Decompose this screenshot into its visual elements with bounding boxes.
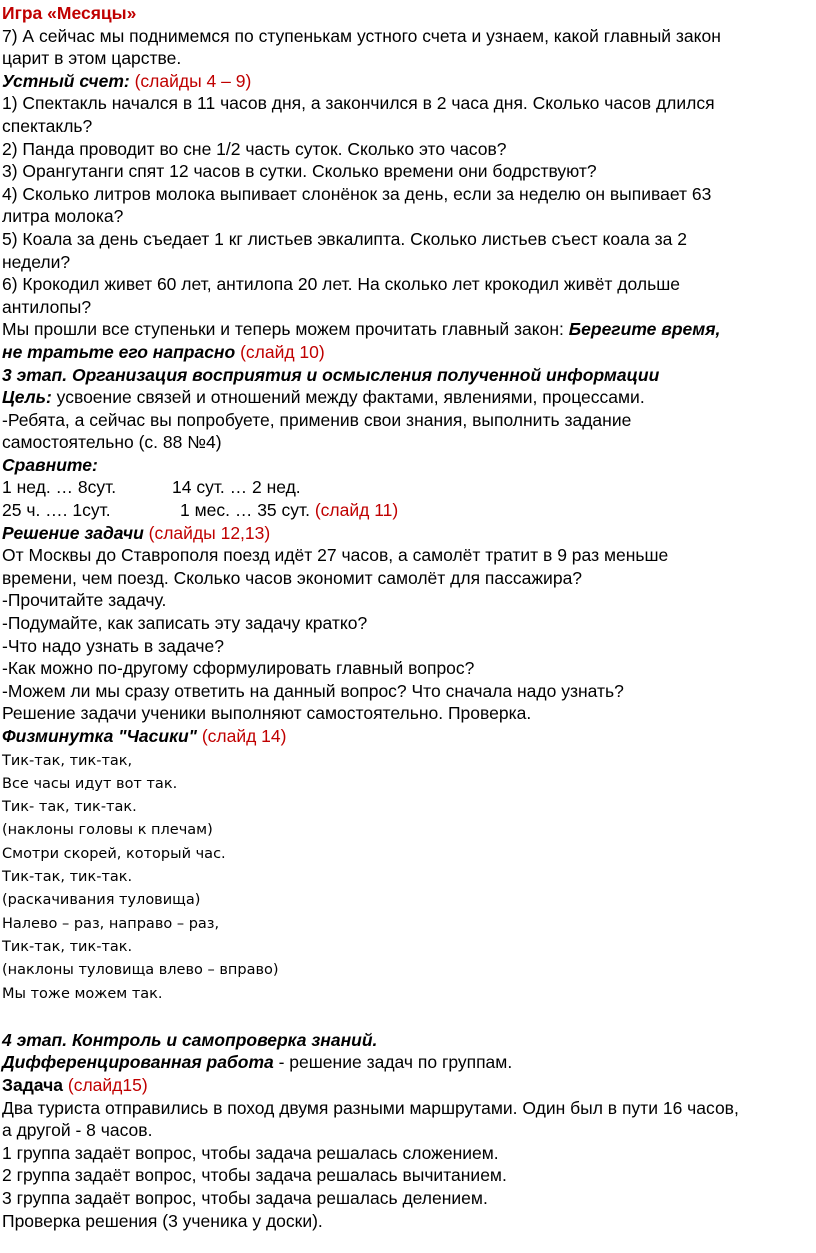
- solve-label: Решение задачи: [2, 522, 144, 543]
- solve-line: От Москвы до Ставрополя поезд идёт 27 часов, а самолёт тратит в 9 раз меньше: [2, 545, 669, 566]
- poem-line: Тик- так, тик-так.: [2, 799, 137, 816]
- stage4-task-line: Проверка решения (3 ученика у доски).: [2, 1210, 323, 1231]
- stage3-heading: 3 этап. Организация восприятия и осмысления полученной информации: [2, 364, 660, 385]
- task-line: самостоятельно (с. 88 №4): [2, 432, 222, 453]
- oral-question-line: 4) Сколько литров молока выпивает слонёнок за день, если за неделю он выпивает 63: [2, 183, 712, 204]
- poem-line: Мы тоже можем так.: [2, 985, 163, 1002]
- fizminutka-slide: (слайд 14): [201, 726, 287, 746]
- poem-line: Тик-так, тик-так,: [2, 752, 133, 769]
- stage4-task-line: 2 группа задаёт вопрос, чтобы задача решалась вычитанием.: [2, 1165, 507, 1186]
- compare-row-2: [2, 499, 816, 522]
- compare-item: 25 ч. …. 1сут.: [2, 500, 111, 521]
- task-heading: [2, 1074, 816, 1097]
- compare-label: Сравните:: [2, 454, 98, 475]
- oral-question-line: 5) Коала за день съедает 1 кг листьев эвкалипта. Сколько листьев съест коала за 2: [2, 228, 687, 249]
- diff-label: Дифференцированная работа: [2, 1052, 274, 1073]
- poem-block: [2, 750, 816, 1006]
- compare-row-1: [2, 476, 816, 499]
- poem-line: Тик-так, тик-так.: [2, 938, 133, 955]
- poem-line: (раскачивания туловища): [2, 892, 201, 909]
- intro-line-2: царит в этом царстве.: [2, 48, 182, 69]
- goal-label: Цель:: [2, 387, 52, 408]
- oral-question-line: антилопы?: [2, 296, 92, 317]
- poem-line: Налево – раз, направо – раз,: [2, 915, 220, 932]
- solve-line: Решение задачи ученики выполняют самостоятельно. Проверка.: [2, 703, 532, 724]
- stage4-heading: 4 этап. Контроль и самопроверка знаний.: [2, 1029, 378, 1050]
- fizminutka-heading: [2, 725, 816, 748]
- compare-slide: (слайд 11): [314, 500, 399, 521]
- compare-item: 14 сут. … 2 нед.: [172, 477, 301, 498]
- oral-question-line: 1) Спектакль начался в 11 часов дня, а закончился в 2 часа дня. Сколько часов длился: [2, 93, 715, 114]
- oral-question-line: 6) Крокодил живет 60 лет, антилопа 20 лет. На сколько лет крокодил живёт дольше: [2, 274, 680, 295]
- task-slide: (слайд15): [63, 1075, 148, 1096]
- solve-line: -Прочитайте задачу.: [2, 590, 167, 611]
- solve-slides: (слайды 12,13): [148, 522, 271, 543]
- solve-line: -Подумайте, как записать эту задачу кратко?: [2, 613, 368, 634]
- poem-line: Тик-так, тик-так.: [2, 869, 133, 886]
- stage4-task-line: Два туриста отправились в поход двумя разными маршрутами. Один был в пути 16 часов,: [2, 1097, 739, 1118]
- oral-question-line: недели?: [2, 251, 71, 272]
- diff-line: [2, 1051, 816, 1074]
- fizminutka-label: Физминутка "Часики": [2, 726, 197, 746]
- poem-line: (наклоны туловища влево – вправо): [2, 962, 279, 979]
- solve-line: времени, чем поезд. Сколько часов экономит самолёт для пассажира?: [2, 567, 583, 588]
- oral-question-line: спектакль?: [2, 115, 93, 136]
- diff-text: - решение задач по группам.: [273, 1052, 513, 1073]
- task-line: -Ребята, а сейчас вы попробуете, применив свои знания, выполнить задание: [2, 409, 632, 430]
- compare-item: 1 нед. … 8сут.: [2, 477, 117, 498]
- poem-line: Смотри скорей, который час.: [2, 845, 226, 862]
- solve-line: -Как можно по-другому сформулировать главный вопрос?: [2, 658, 475, 679]
- law-part-1: Берегите время,: [568, 319, 721, 340]
- law-line-2: [2, 341, 816, 364]
- law-slide: (слайд 10): [240, 341, 325, 362]
- poem-line: (наклоны головы к плечам): [2, 822, 213, 839]
- law-prefix: Мы прошли все ступеньки и теперь можем прочитать главный закон:: [2, 319, 569, 340]
- oral-question-line: 2) Панда проводит во сне 1/2 часть суток. Сколько это часов?: [2, 138, 507, 159]
- goal-line: [2, 386, 816, 409]
- task-label: Задача: [2, 1075, 63, 1096]
- intro-line-1: 7) А сейчас мы поднимемся по ступенькам устного счета и узнаем, какой главный закон: [2, 25, 721, 46]
- oral-label: Устный счет:: [2, 70, 130, 91]
- game-title: Игра «Месяцы»: [2, 3, 137, 23]
- stage4-task-line: 3 группа задаёт вопрос, чтобы задача решалась делением.: [2, 1188, 488, 1209]
- stage4-task-line: 1 группа задаёт вопрос, чтобы задача решалась сложением.: [2, 1142, 499, 1163]
- stage4-task-line: а другой - 8 часов.: [2, 1120, 153, 1141]
- oral-heading: [2, 70, 816, 93]
- oral-question-line: литра молока?: [2, 206, 124, 227]
- solve-line: -Что надо узнать в задаче?: [2, 635, 224, 656]
- poem-line: Все часы идут вот так.: [2, 775, 178, 792]
- goal-text: усвоение связей и отношений между фактами, явлениями, процессами.: [51, 387, 645, 408]
- solve-heading: [2, 522, 816, 545]
- law-line-1: [2, 318, 816, 341]
- solve-line: -Можем ли мы сразу ответить на данный вопрос? Что сначала надо узнать?: [2, 680, 624, 701]
- compare-item: 1 мес. … 35 сут.: [180, 500, 310, 521]
- oral-question-line: 3) Орангутанги спят 12 часов в сутки. Сколько времени они бодрствуют?: [2, 161, 597, 182]
- spacer: [2, 1006, 816, 1029]
- oral-slides: (слайды 4 – 9): [134, 70, 252, 91]
- law-part-2: не тратьте его напрасно: [2, 341, 236, 362]
